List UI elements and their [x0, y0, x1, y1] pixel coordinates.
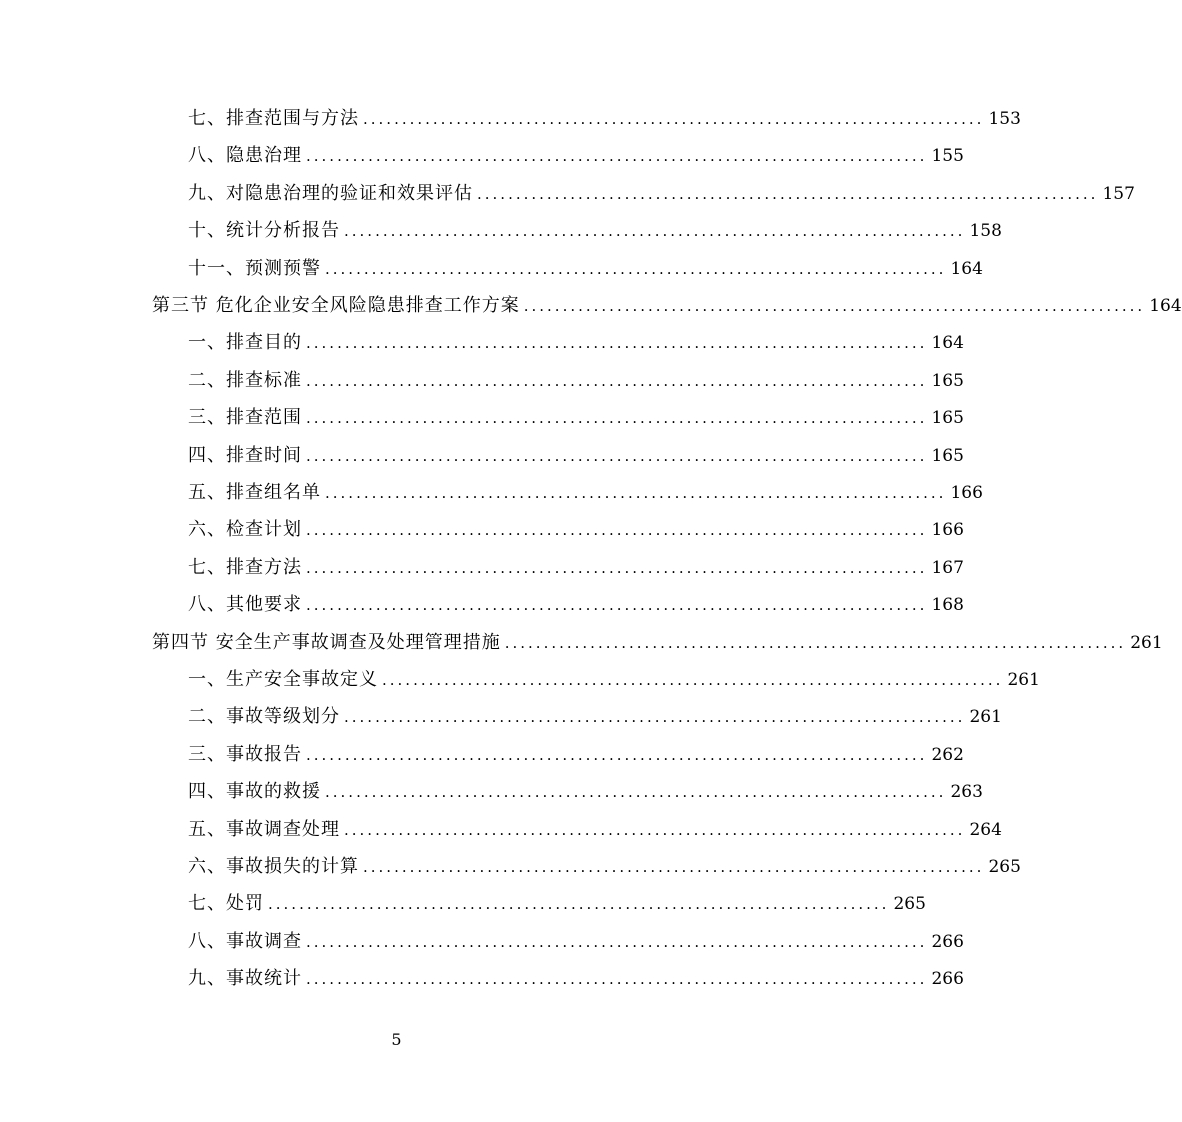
toc-dot-leader: ................................................................................	[477, 184, 1099, 203]
toc-entry[interactable]	[188, 549, 964, 586]
page-number: 5	[391, 1030, 402, 1049]
toc-entry-page: 165	[931, 408, 964, 429]
toc-entry-page: 155	[931, 146, 964, 167]
toc-entry[interactable]	[188, 586, 964, 623]
toc-dot-leader: ................................................................................	[344, 222, 966, 241]
toc-entry-label: 七、处罚	[188, 893, 264, 915]
toc-entry[interactable]	[188, 324, 964, 361]
toc-entry-page: 158	[969, 221, 1002, 242]
toc-entry-label: 三、排查范围	[188, 407, 302, 429]
toc-entry[interactable]	[188, 399, 964, 436]
toc-entry[interactable]	[188, 698, 1002, 735]
toc-entry-label: 二、事故等级划分	[188, 706, 340, 728]
toc-dot-leader: ................................................................................	[306, 932, 928, 951]
toc-entry-label: 八、其他要求	[188, 594, 302, 616]
toc-entry-label: 五、事故调查处理	[188, 818, 340, 840]
toc-entry-page: 262	[931, 744, 964, 765]
toc-entry-page: 165	[931, 370, 964, 391]
toc-entry[interactable]	[188, 960, 964, 997]
toc-entry-label: 五、排查组名单	[188, 482, 321, 503]
toc-entry-label: 十一、预测预警	[188, 257, 321, 279]
toc-entry-label: 一、生产安全事故定义	[188, 669, 378, 690]
toc-entry-page: 264	[969, 819, 1002, 840]
toc-dot-leader: ................................................................................	[306, 409, 928, 428]
toc-dot-leader: ................................................................................	[344, 708, 966, 727]
toc-entry-page: 166	[931, 520, 964, 541]
toc-dot-leader: ................................................................................	[344, 820, 966, 839]
toc-entry-label: 四、排查时间	[188, 444, 302, 466]
toc-entry[interactable]	[188, 474, 983, 511]
toc-entry-page: 164	[931, 333, 964, 354]
toc-entry[interactable]	[188, 175, 1135, 212]
toc-entry-label: 八、事故调查	[188, 930, 302, 952]
toc-entry-page: 166	[950, 483, 983, 503]
toc-dot-leader: ................................................................................	[306, 745, 928, 764]
toc-entry-page: 164	[950, 258, 983, 279]
toc-section-entry[interactable]	[152, 287, 1182, 324]
toc-entry-page: 165	[931, 445, 964, 466]
toc-entry-label: 第三节 危化企业安全风险隐患排查工作方案	[152, 295, 520, 316]
toc-entry-label: 一、排查目的	[188, 332, 302, 354]
toc-section-entry[interactable]	[152, 624, 1163, 661]
toc-dot-leader: ................................................................................	[325, 259, 947, 278]
toc-entry[interactable]	[188, 736, 964, 773]
toc-dot-leader: ................................................................................	[306, 334, 928, 353]
toc-entry-page: 261	[1130, 632, 1163, 653]
toc-entry-page: 261	[1007, 670, 1040, 690]
toc-entry[interactable]	[188, 137, 964, 174]
toc-dot-leader: ................................................................................	[306, 558, 928, 577]
toc-entry-label: 六、事故损失的计算	[188, 856, 359, 877]
toc-entry[interactable]	[188, 511, 964, 548]
toc-entry[interactable]	[188, 212, 1002, 249]
toc-entry-label: 二、排查标准	[188, 369, 302, 391]
toc-entry-page: 168	[931, 595, 964, 616]
toc-entry[interactable]	[188, 437, 964, 474]
toc-dot-leader: ................................................................................	[325, 484, 947, 502]
toc-entry-label: 七、排查范围与方法	[188, 108, 359, 129]
toc-dot-leader: ................................................................................	[306, 521, 928, 540]
toc-entry-label: 七、排查方法	[188, 556, 302, 578]
toc-entry-label: 四、事故的救援	[188, 781, 321, 803]
toc-dot-leader: ................................................................................	[306, 371, 928, 390]
toc-entry-page: 167	[931, 557, 964, 578]
toc-entry-page: 164	[1149, 296, 1182, 316]
toc-entry-label: 十、统计分析报告	[188, 220, 340, 242]
toc-entry-label: 八、隐患治理	[188, 145, 302, 167]
toc-entry[interactable]	[188, 362, 964, 399]
toc-entry[interactable]	[188, 773, 983, 810]
toc-entry-page: 265	[893, 894, 926, 915]
toc-entry-label: 九、事故统计	[188, 968, 302, 990]
toc-entry-page: 157	[1102, 183, 1135, 204]
toc-entry[interactable]	[188, 923, 964, 960]
toc-dot-leader: ................................................................................	[523, 297, 1146, 315]
toc-entry-label: 三、事故报告	[188, 743, 302, 765]
toc-dot-leader: ................................................................................	[363, 858, 985, 876]
toc-entry[interactable]	[188, 250, 983, 287]
toc-entry-label: 六、检查计划	[188, 519, 302, 541]
toc-entry-page: 261	[969, 707, 1002, 728]
toc-dot-leader: ................................................................................	[306, 147, 928, 166]
toc-entry-page: 153	[988, 109, 1021, 129]
toc-dot-leader: ................................................................................	[325, 783, 947, 802]
toc-dot-leader: ................................................................................	[306, 596, 928, 615]
toc-entry[interactable]	[188, 661, 1040, 698]
toc-entry[interactable]	[188, 885, 926, 922]
toc-entry[interactable]	[188, 848, 1021, 885]
toc-entry-label: 九、对隐患治理的验证和效果评估	[188, 182, 473, 204]
toc-dot-leader: ................................................................................	[306, 446, 928, 465]
toc-entry[interactable]	[188, 811, 1002, 848]
toc-entry-page: 265	[988, 857, 1021, 877]
toc-entry-page: 263	[950, 782, 983, 803]
toc-dot-leader: ................................................................................	[504, 633, 1127, 652]
toc-entry[interactable]	[188, 100, 1021, 137]
toc-dot-leader: ................................................................................	[306, 970, 928, 989]
toc-dot-leader: ................................................................................	[268, 895, 890, 914]
toc-dot-leader: ................................................................................	[363, 110, 985, 128]
toc-entry-page: 266	[931, 931, 964, 952]
toc-dot-leader: ................................................................................	[382, 671, 1004, 689]
toc-entry-page: 266	[931, 969, 964, 990]
toc-entry-label: 第四节 安全生产事故调查及处理管理措施	[152, 631, 501, 653]
